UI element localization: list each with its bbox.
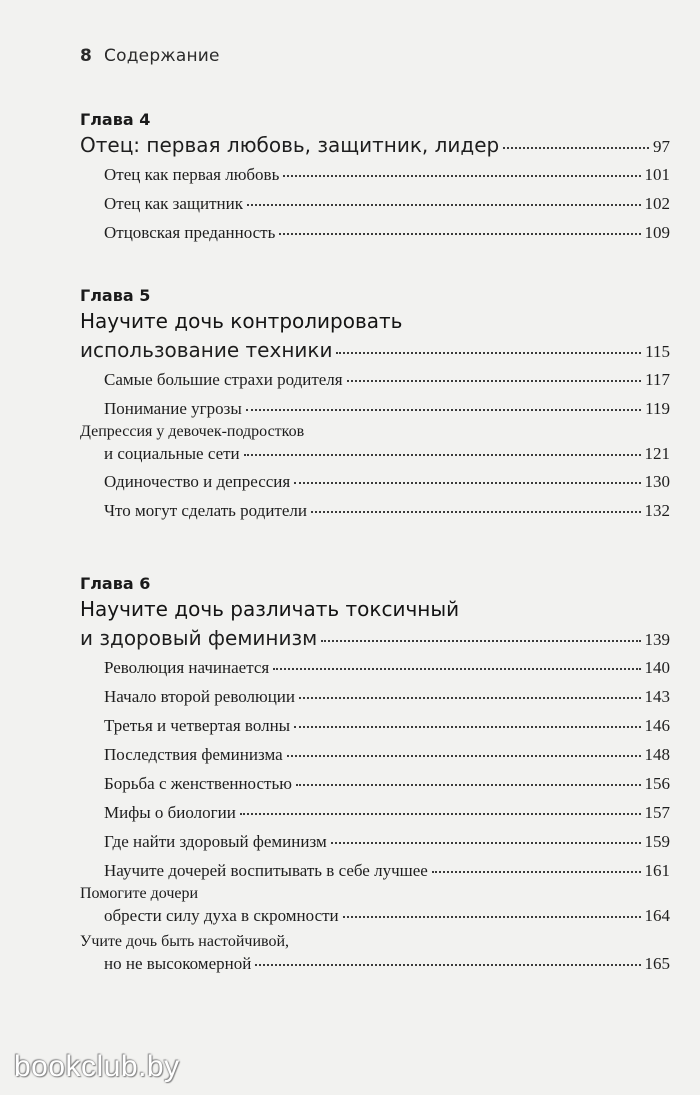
chapter-title-line: Научите дочь различать токсичный [80, 597, 460, 621]
dot-leader [296, 783, 641, 786]
dot-leader [311, 510, 641, 513]
toc-entry[interactable] [104, 740, 670, 769]
entry-page: 143 [644, 687, 670, 706]
toc-entry[interactable] [104, 769, 670, 798]
toc-entry[interactable] [104, 218, 670, 247]
page-number: 8 [80, 46, 93, 66]
dot-leader [503, 146, 649, 149]
dot-leader [321, 639, 640, 642]
toc-entry[interactable] [104, 798, 670, 827]
chapter-label: Глава 4 [80, 110, 151, 129]
entry-title: Где найти здоровый феминизм [104, 832, 327, 851]
chapter-4 [80, 109, 670, 247]
entry-title: обрести силу духа в скромности [104, 906, 339, 925]
entry-page: 117 [645, 370, 670, 389]
dot-leader [247, 203, 641, 206]
entry-page: 119 [645, 399, 670, 418]
entry-title: Научите дочерей воспитывать в себе лучшее [104, 861, 428, 880]
dot-leader [273, 667, 640, 670]
entry-page: 165 [644, 954, 670, 973]
entry-page: 164 [644, 906, 670, 925]
dot-leader [294, 481, 640, 484]
entry-title: Последствия феминизма [104, 745, 283, 764]
entry-page: 102 [644, 194, 670, 213]
toc-entry[interactable] [104, 467, 670, 496]
toc-entry[interactable] [104, 682, 670, 711]
toc-entry[interactable] [104, 441, 670, 467]
chapter-title: и здоровый феминизм [80, 626, 318, 650]
entry-page: 148 [644, 745, 670, 764]
entry-title-line: Депрессия у девочек-подростков [80, 423, 305, 440]
chapter-page: 97 [653, 137, 670, 156]
entry-title-line: Учите дочь быть настойчивой, [80, 933, 290, 950]
toc-entry[interactable] [104, 160, 670, 189]
entry-page: 157 [644, 803, 670, 822]
dot-leader [336, 351, 641, 354]
dot-leader [240, 812, 641, 815]
chapter-title-row[interactable] [80, 336, 670, 365]
dot-leader [255, 963, 640, 966]
toc-entry[interactable] [104, 951, 670, 977]
toc-entry[interactable] [104, 903, 670, 929]
entry-page: 161 [644, 861, 670, 880]
entry-title: Третья и четвертая волны [104, 716, 291, 735]
dot-leader [432, 870, 641, 873]
toc-entry[interactable] [104, 827, 670, 856]
entry-title: Самые большие страхи родителя [104, 370, 343, 389]
entry-title: и социальные сети [104, 444, 240, 463]
entry-page: 130 [644, 472, 670, 491]
entry-page: 146 [644, 716, 670, 735]
entry-title: Отец как защитник [104, 194, 243, 213]
dot-leader [244, 453, 641, 456]
entry-title: Одиночество и депрессия [104, 472, 291, 491]
chapter-label: Глава 5 [80, 286, 151, 305]
chapter-6 [80, 573, 670, 977]
toc-entry[interactable] [104, 711, 670, 740]
dot-leader [299, 696, 641, 699]
toc-entry[interactable] [104, 365, 670, 394]
dot-leader [294, 725, 640, 728]
entry-title: Отец как первая любовь [104, 165, 280, 184]
entry-page: 159 [644, 832, 670, 851]
entry-page: 156 [644, 774, 670, 793]
running-head [80, 46, 220, 66]
toc-entry[interactable] [104, 856, 670, 885]
chapter-page: 139 [644, 630, 670, 649]
entry-page: 140 [644, 658, 670, 677]
entry-page: 101 [644, 165, 670, 184]
entry-title: Мифы о биологии [104, 803, 236, 822]
entry-title: но не высокомерной [104, 954, 252, 973]
entry-title: Борьба с женственностью [104, 774, 292, 793]
dot-leader [347, 379, 642, 382]
entry-title: Что могут сделать родители [104, 501, 307, 520]
dot-leader [246, 408, 641, 411]
entry-page: 109 [644, 223, 670, 242]
chapter-title: использование техники [80, 338, 333, 362]
chapter-title-row[interactable] [80, 131, 670, 160]
toc-entry[interactable] [104, 496, 670, 525]
entry-page: 121 [644, 444, 670, 463]
entry-title: Революция начинается [104, 658, 270, 677]
entry-title: Понимание угрозы [104, 399, 242, 418]
chapter-title-line: Научите дочь контролировать [80, 309, 403, 333]
entry-title: Отцовская преданность [104, 223, 276, 242]
chapter-title: Отец: первая любовь, защитник, лидер [80, 133, 500, 157]
entry-page: 132 [644, 501, 670, 520]
toc-entry[interactable] [104, 189, 670, 218]
dot-leader [343, 915, 641, 918]
running-title: Содержание [104, 46, 220, 66]
chapter-label: Глава 6 [80, 574, 151, 593]
dot-leader [287, 754, 641, 757]
chapter-5 [80, 285, 670, 525]
dot-leader [331, 841, 641, 844]
site-watermark: bookclub.by [14, 1050, 180, 1083]
entry-title: Начало второй революции [104, 687, 295, 706]
chapter-page: 115 [645, 342, 670, 361]
dot-leader [279, 232, 640, 235]
toc-entry[interactable] [104, 394, 670, 423]
toc-entry[interactable] [104, 653, 670, 682]
dot-leader [283, 174, 640, 177]
chapter-title-row[interactable] [80, 624, 670, 653]
entry-title-line: Помогите дочери [80, 885, 199, 902]
